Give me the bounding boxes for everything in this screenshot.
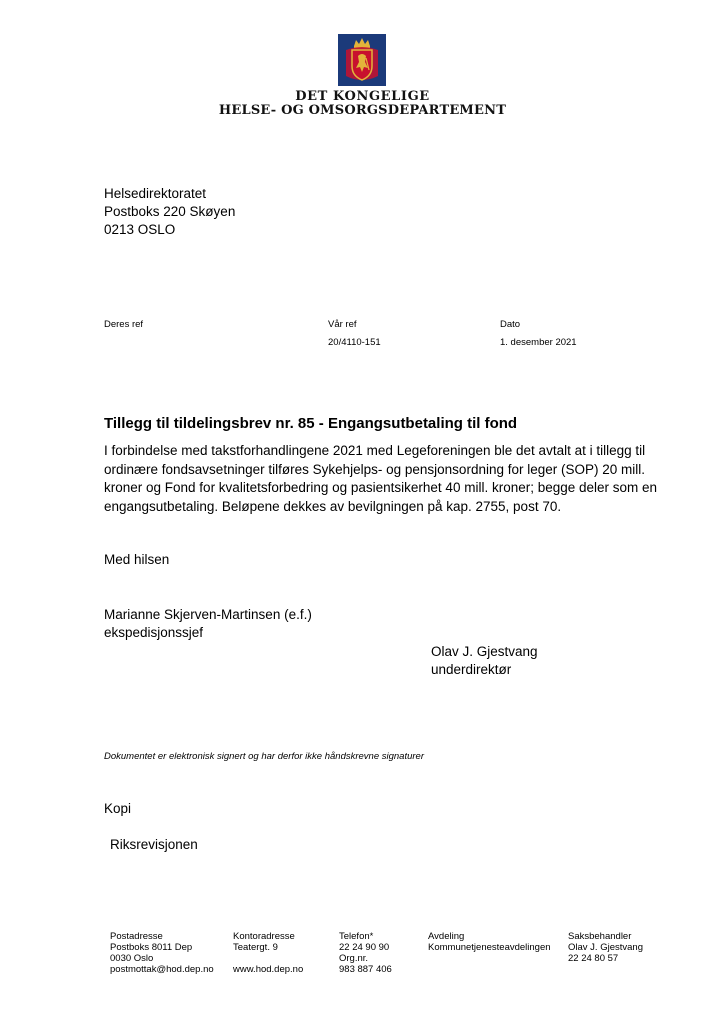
footer-value: Kommunetjenesteavdelingen (428, 942, 551, 953)
dato-label: Dato (500, 319, 521, 330)
footer-label: Postadresse (110, 931, 163, 942)
footer-value: 22 24 90 90 (339, 942, 390, 953)
letter-subject: Tillegg til tildelingsbrev nr. 85 - Engangsutbetaling til fond (104, 415, 518, 432)
footer-email: postmottak@hod.dep.no (110, 964, 214, 975)
footer-value: Teatergt. 9 (233, 942, 278, 953)
body-line: I forbindelse med takstforhandlingene 2021 med Legeforeningen ble det avtalt at i tillegg til (104, 443, 646, 458)
signer2-title: underdirektør (431, 662, 512, 677)
footer-value: Org.nr. (339, 953, 369, 964)
recipient-name: Helsedirektoratet (104, 186, 207, 201)
footer-label: Saksbehandler (568, 931, 632, 942)
var-ref-label: Vår ref (328, 319, 357, 330)
footer-value: Postboks 8011 Dep (110, 942, 193, 953)
footer-value (233, 953, 303, 964)
footer-avdeling (428, 931, 551, 953)
footer-kontoradresse (233, 931, 303, 975)
footer-website: www.hod.dep.no (233, 964, 304, 975)
footer-postadresse (110, 931, 214, 975)
footer-saksbehandler (568, 931, 643, 964)
footer-label: Avdeling (428, 931, 465, 942)
body-line: ordinære fondsavsetninger tilføres Sykehjelps- og pensjonsordning for leger (SOP) 20 mill. (104, 461, 646, 477)
org-name-line1: DET KONGELIGE (295, 89, 430, 104)
body-line: kroner og Fond for kvalitetsforbedring og pasientsikerhet 40 mill. kroner; begge deler som en (104, 480, 658, 495)
signer1-name: Marianne Skjerven-Martinsen (e.f.) (104, 607, 312, 622)
org-name-line2: HELSE- OG OMSORGSDEPARTEMENT (218, 103, 507, 118)
footer-value: 983 887 406 (339, 964, 392, 975)
letter-body (104, 442, 669, 516)
electronic-signature-note: Dokumentet er elektronisk signert og har derfor ikke håndskrevne signaturer (104, 751, 424, 762)
footer-telefon (339, 931, 392, 975)
signer1-title: ekspedisjonssjef (104, 625, 204, 640)
signer2-name: Olav J. Gjestvang (431, 644, 538, 659)
var-ref-value: 20/4110-151 (328, 337, 381, 348)
footer-value: 22 24 80 57 (568, 953, 619, 964)
closing-greeting: Med hilsen (104, 552, 170, 567)
body-line: engangsutbetaling. Beløpene dekkes av bevilgningen på kap. 2755, post 70. (104, 498, 562, 514)
recipient-postal: 0213 OSLO (104, 222, 176, 237)
recipient-address (104, 185, 235, 239)
recipient-street: Postboks 220 Skøyen (104, 204, 236, 219)
copy-label: Kopi (104, 801, 132, 816)
deres-ref-label: Deres ref (104, 319, 144, 330)
dato-value: 1. desember 2021 (500, 337, 577, 348)
footer-label: Kontoradresse (233, 931, 295, 942)
copy-recipient: Riksrevisjonen (110, 837, 198, 852)
royal-crest-icon (338, 34, 386, 86)
footer-label: Telefon* (339, 931, 374, 942)
footer-value: 0030 Oslo (110, 953, 154, 964)
footer-value: Olav J. Gjestvang (568, 942, 643, 953)
